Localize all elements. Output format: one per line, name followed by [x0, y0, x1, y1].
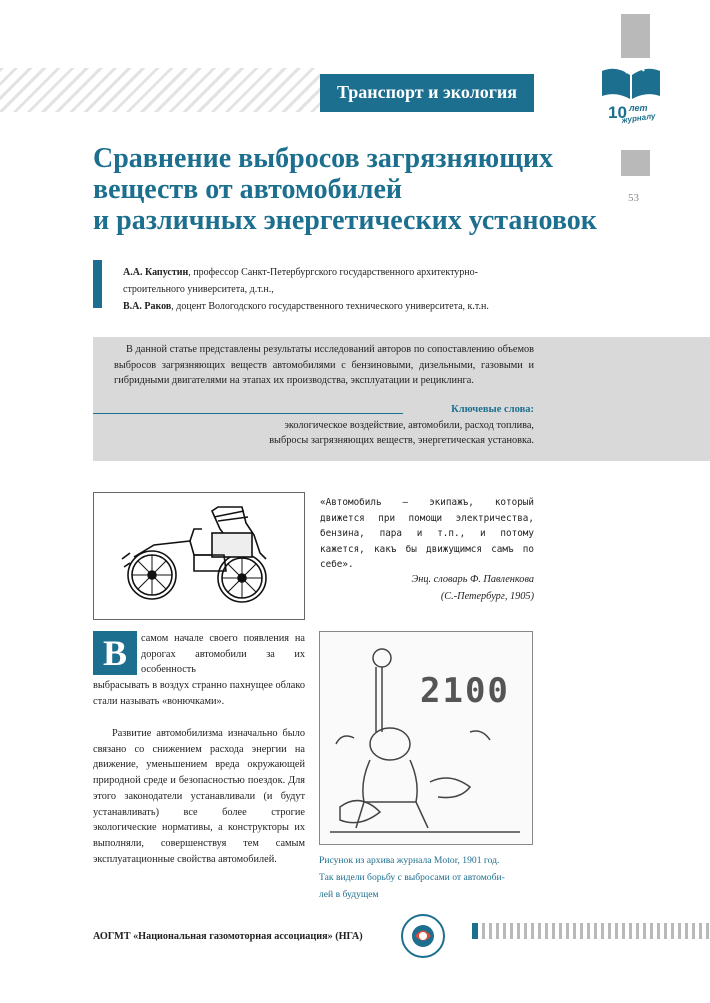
- figure-caption: [319, 852, 533, 903]
- epigraph-source: [320, 571, 534, 605]
- archive-figure: [319, 631, 533, 845]
- abstract-text: В данной статье представлены результаты исследований авторов по сопоставлению объемов выбросов загрязняющих веществ автомобилями с бензиновыми, дизельными, газовыми и гибридными двигателями на этапах их производства, эксплуатации и рециклинга.: [114, 344, 534, 386]
- section-label: Транспорт и экология: [336, 82, 518, 102]
- keywords-rule: [93, 413, 403, 414]
- authors-block: [123, 264, 543, 315]
- author-name: В.А. Раков: [123, 301, 172, 312]
- title-line: веществ от автомобилей: [93, 174, 403, 205]
- keywords-title: Ключевые слова:: [451, 404, 534, 415]
- author-line: [123, 298, 543, 315]
- logo-number: 10: [608, 103, 627, 122]
- title-line: и различных энергетических установок: [93, 205, 597, 236]
- source-line: Энц. словарь Ф. Павленкова: [411, 574, 534, 585]
- section-label-box: [320, 74, 534, 112]
- author-desc: , доцент Вологодского государственного технического университета, к.т.н.: [171, 301, 489, 312]
- footer-organization: АОГМТ «Национальная газомоторная ассоциация» (НГА): [93, 931, 363, 942]
- page-number: 53: [628, 192, 639, 204]
- caption-line: Так видели борьбу с выбросами от автомоби-: [319, 872, 505, 883]
- nga-logo-icon: [400, 913, 446, 959]
- side-gray-block-top: [621, 14, 650, 58]
- keywords-text: [200, 418, 534, 448]
- logo-word-2: журналу: [621, 111, 656, 125]
- article-title: [93, 143, 633, 236]
- figure-year: 2100: [420, 671, 510, 711]
- car-drawing: [94, 493, 304, 619]
- author-name: А.А. Капустин: [123, 267, 189, 278]
- drop-cap: В: [93, 631, 137, 675]
- body-paragraph-1-wrapped: самом начале своего появления на дорогах автомобили за их особенность: [141, 633, 305, 676]
- author-desc: , профессор Санкт-Петербургского государственного архитектурно-: [188, 267, 478, 278]
- title-line: Сравнение выбросов загрязняющих: [93, 143, 553, 174]
- author-line: [123, 264, 543, 281]
- body-paragraph-2: Развитие автомобилизма изначально было связано со снижением расхода энергии на движение, уменьшением вреда окружающей природной среде и безопасностью поездок. Для этого законодатели устанавливали (и будут устанавливать) все более строгие экологические нормативы, а конструкторы их выполняли, совершенствуя тем самым эксплуатационные свойства автомобилей.: [93, 728, 305, 865]
- footer-decorative-bars: [472, 923, 710, 939]
- source-line: (С.-Петербург, 1905): [440, 591, 534, 602]
- header-stripes: [0, 68, 320, 112]
- caption-line: Рисунок из архива журнала Motor, 1901 год.: [319, 855, 500, 866]
- anniversary-logo: [596, 63, 666, 138]
- body-paragraph-1-rest: выбрасывать в воздух странно пахнущее облако стали называть «вонючками».: [93, 680, 305, 707]
- antique-car-illustration: [93, 492, 305, 620]
- epigraph-quote: «Автомобиль – экипажъ, который движется при помощи электричества, бензина, пара и т.п., и потому кажется, какъ бы движущимся самъ по себе».: [320, 497, 534, 570]
- figure-drawing: [320, 632, 532, 844]
- authors-accent-bar: [93, 260, 102, 308]
- author-line: строительного университета, д.т.н.,: [123, 284, 274, 295]
- caption-line: лей в будущем: [319, 889, 379, 900]
- keywords-line: выбросы загрязняющих веществ, энергетическая установка.: [269, 435, 534, 446]
- keywords-line: экологическое воздействие, автомобили, расход топлива,: [284, 420, 534, 431]
- logo-word-1: лет: [629, 103, 648, 113]
